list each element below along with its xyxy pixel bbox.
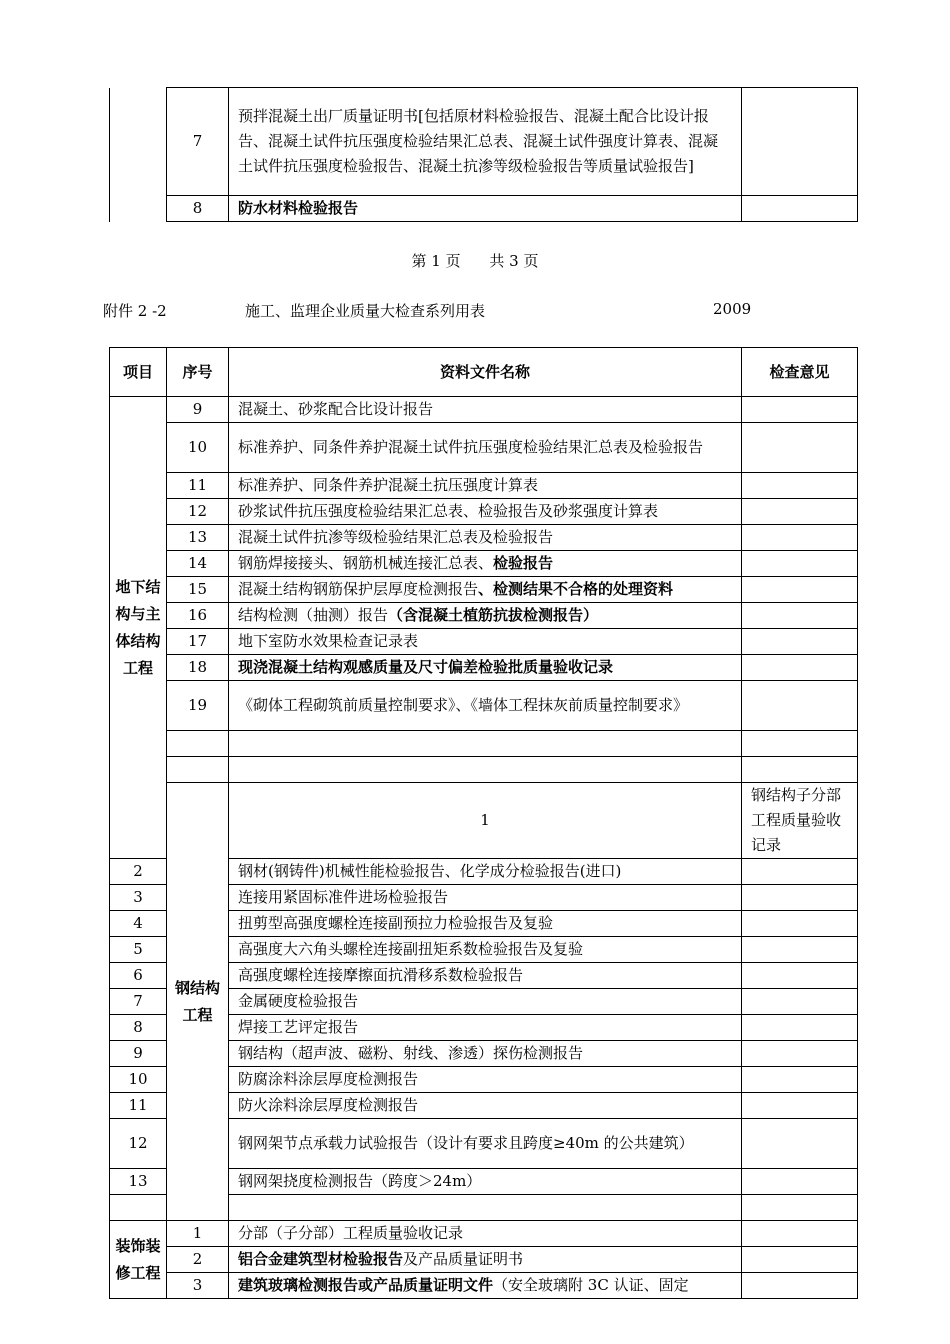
document-name-bold: （含混凝土植筋抗拔检测报告） bbox=[388, 606, 599, 624]
opinion-cell[interactable] bbox=[742, 911, 858, 937]
table-row bbox=[110, 655, 858, 681]
page-footer bbox=[0, 250, 950, 271]
document-name-regular: 混凝土结构钢筋保护层厚度检测报告 bbox=[238, 580, 479, 598]
header-row bbox=[110, 348, 858, 397]
row-number: 4 bbox=[110, 911, 167, 937]
row-number: 7 bbox=[110, 989, 167, 1015]
opinion-cell[interactable] bbox=[742, 681, 858, 731]
opinion-cell[interactable] bbox=[742, 1221, 858, 1247]
project-group-steel: 钢结构工程 bbox=[167, 783, 229, 1221]
document-name: 混凝土、砂浆配合比设计报告 bbox=[229, 397, 742, 423]
table-row bbox=[110, 629, 858, 655]
document-name bbox=[229, 577, 742, 603]
document-name: 钢结构子分部工程质量验收记录 bbox=[742, 783, 858, 859]
table-row bbox=[110, 473, 858, 499]
document-name bbox=[229, 1273, 742, 1299]
document-name: 《砌体工程砌筑前质量控制要求》、《墙体工程抹灰前质量控制要求》 bbox=[229, 681, 742, 731]
document-name bbox=[229, 757, 742, 783]
table-row bbox=[110, 499, 858, 525]
document-name-regular: 钢筋焊接接头、钢筋机械连接汇总表、 bbox=[238, 554, 494, 572]
document-name: 防火涂料涂层厚度检测报告 bbox=[229, 1093, 742, 1119]
table-row bbox=[110, 577, 858, 603]
table-row bbox=[110, 397, 858, 423]
table-row-empty bbox=[110, 757, 858, 783]
document-name: 高强度螺栓连接摩擦面抗滑移系数检验报告 bbox=[229, 963, 742, 989]
opinion-cell[interactable] bbox=[742, 937, 858, 963]
row-number: 13 bbox=[110, 1169, 167, 1195]
row-number: 13 bbox=[167, 525, 229, 551]
project-cell-empty bbox=[110, 88, 167, 196]
row-number bbox=[167, 757, 229, 783]
row-number: 10 bbox=[110, 1067, 167, 1093]
project-group-decoration: 装饰装修工程 bbox=[110, 1221, 167, 1299]
document-name-regular: 及产品质量证明书 bbox=[403, 1250, 524, 1268]
document-name bbox=[229, 603, 742, 629]
document-name: 防水材料检验报告 bbox=[229, 196, 742, 222]
header-name: 资料文件名称 bbox=[229, 348, 742, 397]
document-name: 地下室防水效果检查记录表 bbox=[229, 629, 742, 655]
document-name: 标准养护、同条件养护混凝土试件抗压强度检验结果汇总表及检验报告 bbox=[229, 423, 742, 473]
opinion-cell[interactable] bbox=[742, 859, 858, 885]
document-name-bold: 、检测结果不合格的处理资料 bbox=[478, 580, 674, 598]
row-number: 2 bbox=[167, 1247, 229, 1273]
document-name bbox=[229, 551, 742, 577]
opinion-cell[interactable] bbox=[742, 499, 858, 525]
row-number: 3 bbox=[167, 1273, 229, 1299]
opinion-cell[interactable] bbox=[742, 731, 858, 757]
opinion-cell[interactable] bbox=[742, 1041, 858, 1067]
document-name: 扭剪型高强度螺栓连接副预拉力检验报告及复验 bbox=[229, 911, 742, 937]
table-row bbox=[110, 681, 858, 731]
opinion-cell[interactable] bbox=[742, 1119, 858, 1169]
document-name: 焊接工艺评定报告 bbox=[229, 1015, 742, 1041]
opinion-cell[interactable] bbox=[742, 1169, 858, 1195]
opinion-cell[interactable] bbox=[742, 525, 858, 551]
row-number: 18 bbox=[167, 655, 229, 681]
opinion-cell[interactable] bbox=[742, 1093, 858, 1119]
row-number: 9 bbox=[167, 397, 229, 423]
opinion-cell[interactable] bbox=[742, 577, 858, 603]
page-number: 第 1 页 bbox=[411, 252, 461, 270]
document-name-bold: 建筑玻璃检测报告或产品质量证明文件 bbox=[238, 1276, 494, 1294]
row-number bbox=[167, 731, 229, 757]
table-row bbox=[110, 783, 858, 859]
opinion-cell[interactable] bbox=[742, 1195, 858, 1221]
opinion-cell[interactable] bbox=[742, 1067, 858, 1093]
row-number: 10 bbox=[167, 423, 229, 473]
header-project: 项目 bbox=[110, 348, 167, 397]
page-total: 共 3 页 bbox=[489, 252, 539, 270]
row-number: 5 bbox=[110, 937, 167, 963]
document-name: 混凝土试件抗渗等级检验结果汇总表及检验报告 bbox=[229, 525, 742, 551]
opinion-cell[interactable] bbox=[742, 655, 858, 681]
document-name: 高强度大六角头螺栓连接副扭矩系数检验报告及复验 bbox=[229, 937, 742, 963]
attachment-header bbox=[0, 300, 950, 322]
document-name: 金属硬度检验报告 bbox=[229, 989, 742, 1015]
table-row bbox=[110, 551, 858, 577]
opinion-cell[interactable] bbox=[742, 989, 858, 1015]
document-name: 预拌混凝土出厂质量证明书[包括原材料检验报告、混凝土配合比设计报告、混凝土试件抗压强度检验结果汇总表、混凝土试件强度计算表、混凝土试件抗压强度检验报告、混凝土抗渗等级检验报告等质量试验报告] bbox=[229, 88, 742, 196]
document-name-bold: 铝合金建筑型材检验报告 bbox=[238, 1250, 404, 1268]
opinion-cell[interactable] bbox=[742, 423, 858, 473]
opinion-cell[interactable] bbox=[742, 1015, 858, 1041]
table-row-empty bbox=[110, 731, 858, 757]
project-group-underground: 地下结构与主体结构工程 bbox=[110, 397, 167, 859]
document-name-regular: （安全玻璃附 3C 认证、固定 bbox=[493, 1276, 689, 1294]
row-number: 17 bbox=[167, 629, 229, 655]
row-number: 11 bbox=[167, 473, 229, 499]
document-name bbox=[229, 1247, 742, 1273]
row-number: 14 bbox=[167, 551, 229, 577]
row-number: 3 bbox=[110, 885, 167, 911]
opinion-cell[interactable] bbox=[742, 551, 858, 577]
opinion-cell[interactable] bbox=[742, 1247, 858, 1273]
table-row bbox=[110, 1273, 858, 1299]
document-name bbox=[229, 655, 742, 681]
opinion-cell[interactable] bbox=[742, 397, 858, 423]
top-table bbox=[109, 87, 858, 222]
opinion-cell[interactable] bbox=[742, 629, 858, 655]
row-number: 15 bbox=[167, 577, 229, 603]
table-row bbox=[110, 1247, 858, 1273]
document-name-regular: 结构检测（抽测）报告 bbox=[238, 606, 389, 624]
row-number: 9 bbox=[110, 1041, 167, 1067]
document-name: 连接用紧固标准件进场检验报告 bbox=[229, 885, 742, 911]
row-number: 11 bbox=[110, 1093, 167, 1119]
attachment-title: 施工、监理企业质量大检查系列用表 bbox=[245, 302, 486, 320]
document-name bbox=[229, 731, 742, 757]
document-name: 钢网架节点承载力试验报告（设计有要求且跨度≥40m 的公共建筑） bbox=[229, 1119, 742, 1169]
document-name: 钢结构（超声波、磁粉、射线、渗透）探伤检测报告 bbox=[229, 1041, 742, 1067]
document-name bbox=[229, 1195, 742, 1221]
opinion-cell[interactable] bbox=[742, 963, 858, 989]
table-row bbox=[110, 525, 858, 551]
document-name: 钢材(钢铸件)机械性能检验报告、化学成分检验报告(进口) bbox=[229, 859, 742, 885]
opinion-cell[interactable] bbox=[742, 885, 858, 911]
document-name: 标准养护、同条件养护混凝土抗压强度计算表 bbox=[229, 473, 742, 499]
row-number: 16 bbox=[167, 603, 229, 629]
row-number bbox=[110, 1195, 167, 1221]
row-number: 7 bbox=[167, 88, 229, 196]
opinion-cell[interactable] bbox=[742, 196, 858, 222]
row-number: 1 bbox=[229, 783, 742, 859]
attachment-label: 附件 2 -2 bbox=[103, 302, 167, 320]
opinion-cell[interactable] bbox=[742, 603, 858, 629]
row-number: 8 bbox=[110, 1015, 167, 1041]
opinion-cell[interactable] bbox=[742, 757, 858, 783]
document-name: 分部（子分部）工程质量验收记录 bbox=[229, 1221, 742, 1247]
opinion-cell[interactable] bbox=[742, 88, 858, 196]
header-opinion: 检查意见 bbox=[742, 348, 858, 397]
row-number: 19 bbox=[167, 681, 229, 731]
document-name: 钢网架挠度检测报告（跨度＞24m） bbox=[229, 1169, 742, 1195]
attachment-year: 2009 bbox=[713, 300, 752, 318]
row-number: 6 bbox=[110, 963, 167, 989]
table-row bbox=[110, 603, 858, 629]
row-number: 12 bbox=[110, 1119, 167, 1169]
main-table bbox=[109, 347, 858, 1299]
opinion-cell[interactable] bbox=[742, 473, 858, 499]
project-cell-empty bbox=[110, 196, 167, 222]
document-name: 砂浆试件抗压强度检验结果汇总表、检验报告及砂浆强度计算表 bbox=[229, 499, 742, 525]
row-number: 12 bbox=[167, 499, 229, 525]
table-row bbox=[110, 423, 858, 473]
document-name: 防腐涂料涂层厚度检测报告 bbox=[229, 1067, 742, 1093]
row-number: 2 bbox=[110, 859, 167, 885]
document-name-bold: 现浇混凝土结构观感质量及尺寸偏差检验批质量验收记录 bbox=[238, 658, 614, 676]
row-number: 8 bbox=[167, 196, 229, 222]
opinion-cell[interactable] bbox=[742, 1273, 858, 1299]
row-number: 1 bbox=[167, 1221, 229, 1247]
header-no: 序号 bbox=[167, 348, 229, 397]
document-name-bold: 检验报告 bbox=[493, 554, 554, 572]
table-row bbox=[110, 1221, 858, 1247]
